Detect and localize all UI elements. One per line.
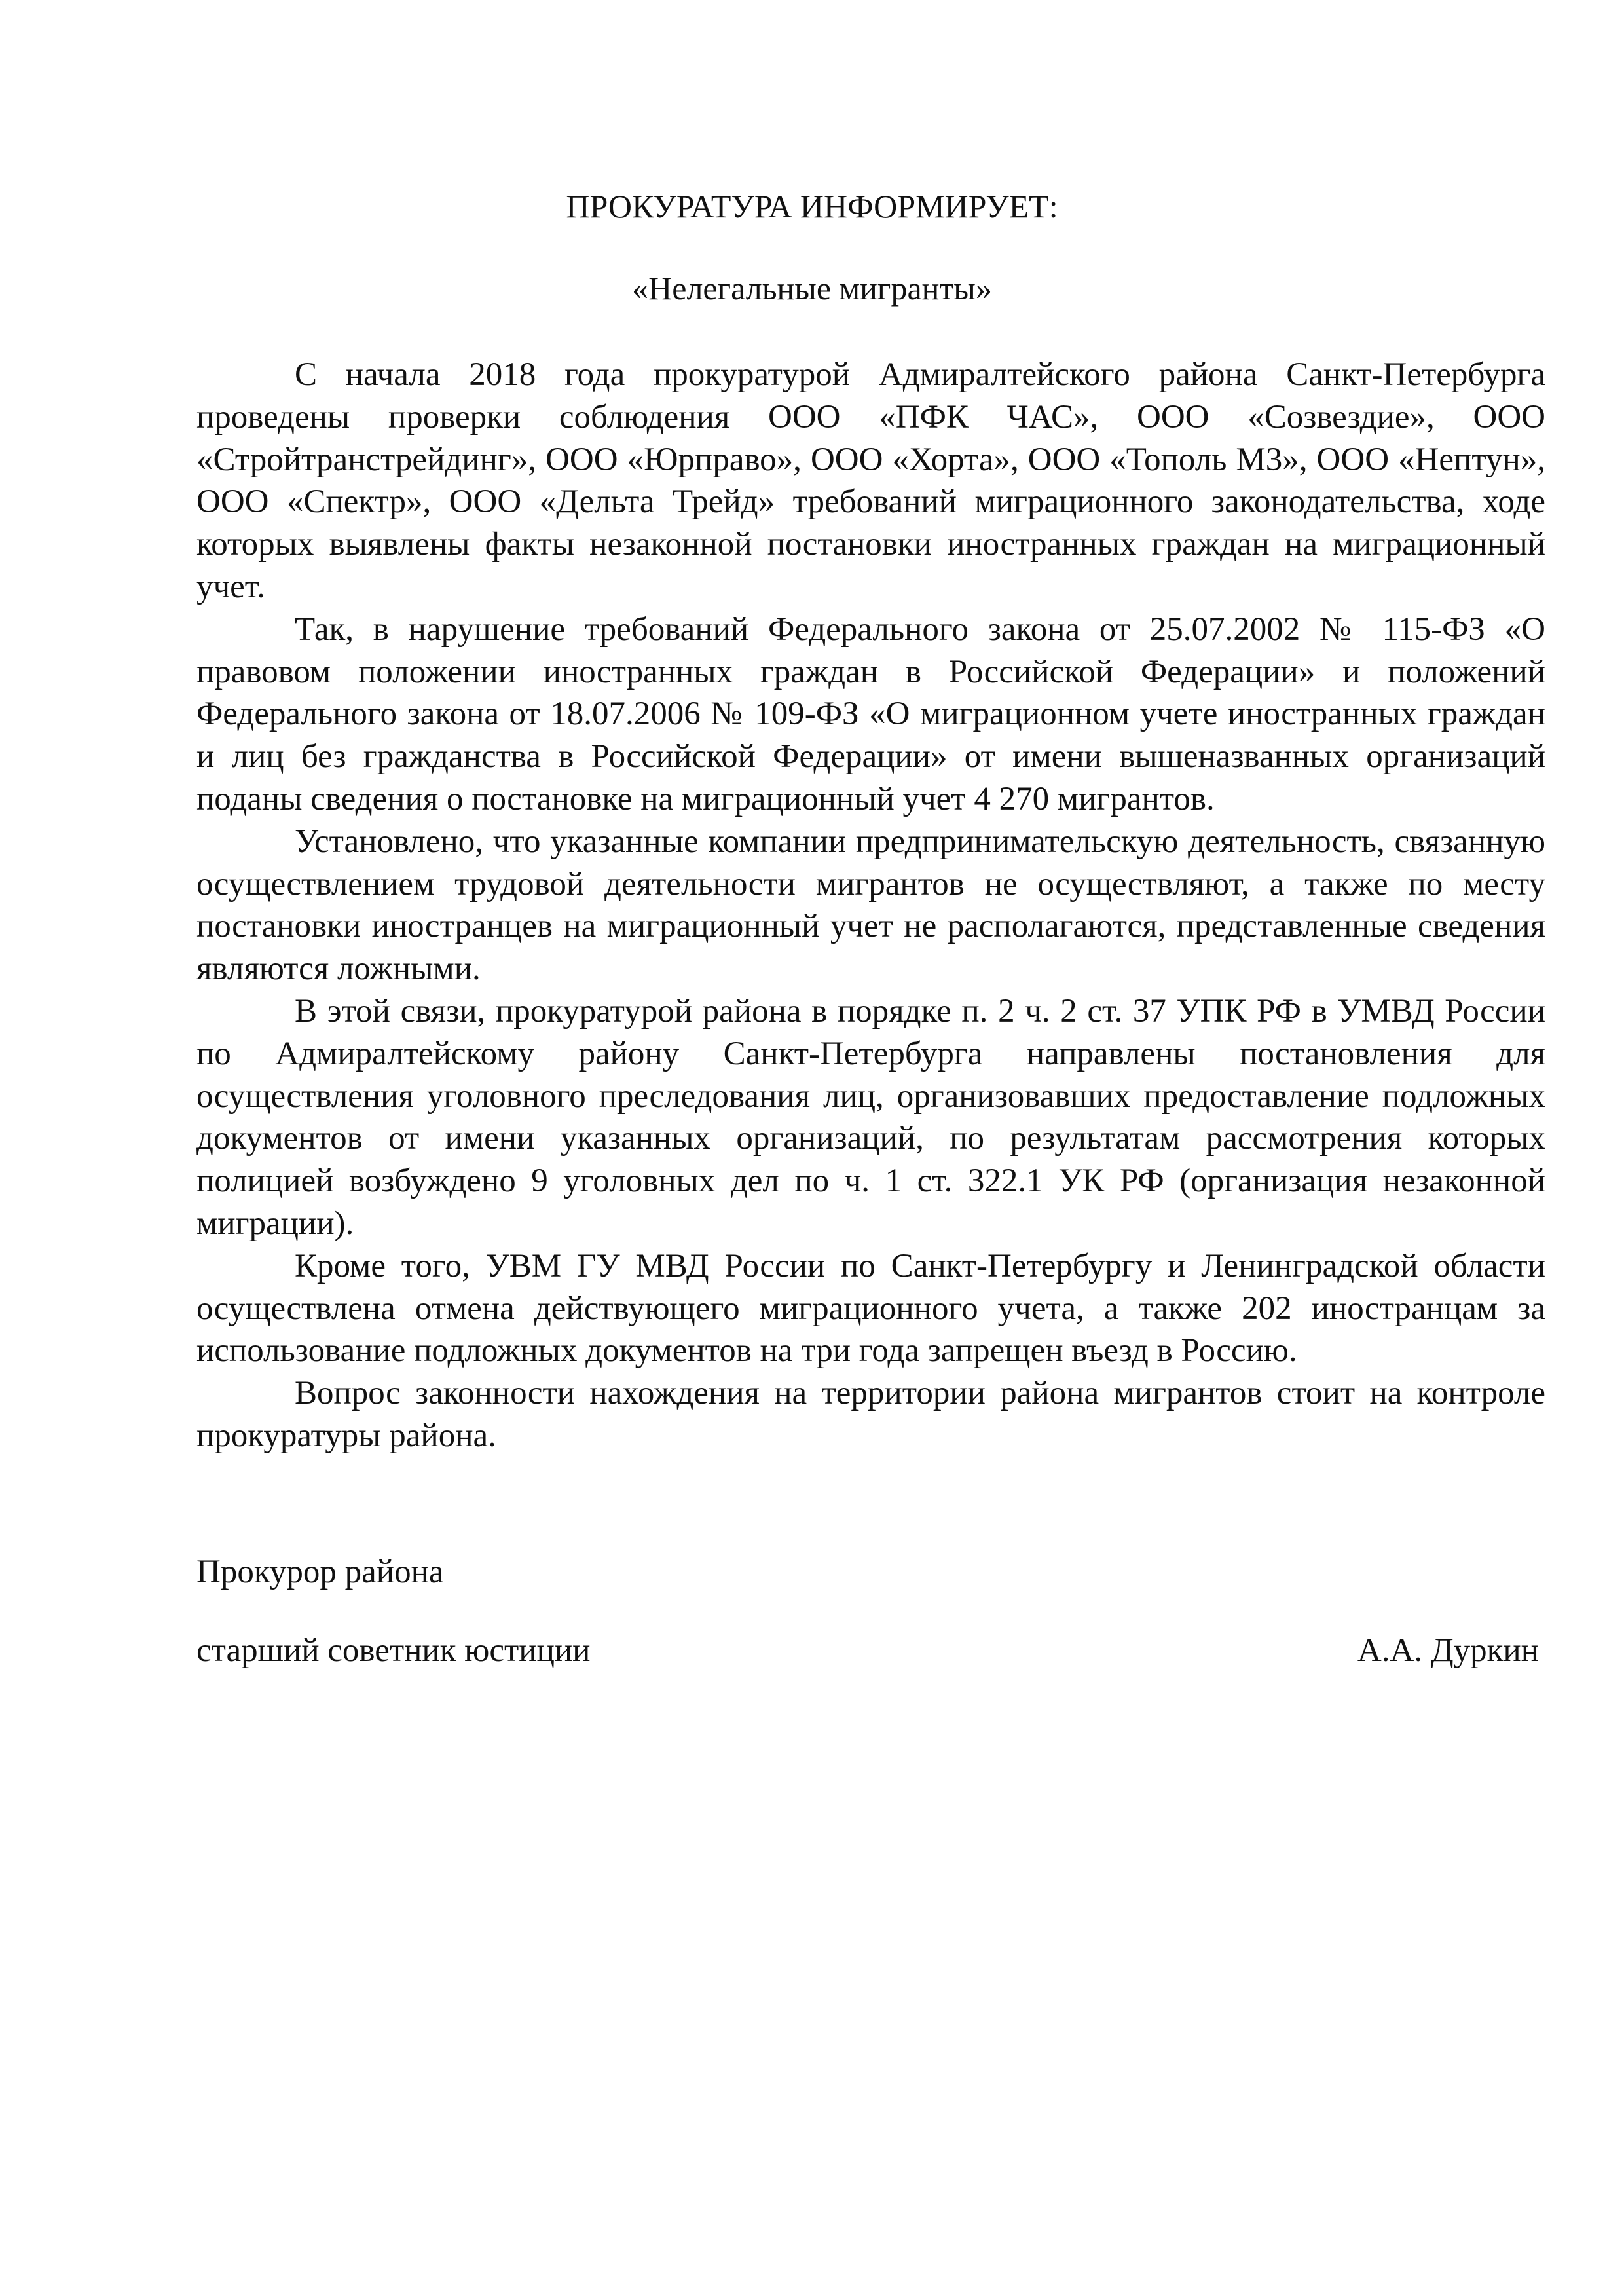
paragraph-5: Кроме того, УВМ ГУ МВД России по Санкт-Петербургу и Ленинградской области осуществлена отмена действующего миграционного учета, а также 202 иностранцам за использование подложных документов на три года запрещен въезд в Россию. <box>196 1247 1545 1370</box>
paragraph-4: В этой связи, прокуратурой района в порядке п. 2 ч. 2 ст. 37 УПК РФ в УМВД России по Адмиралтейскому району Санкт-Петербурга направлены постановления для осуществления уголовного преследования лиц, организовавших предоставление подложных документов от имени указанных организаций, по результатам рассмотрения которых полицией возбуждено 9 уголовных дел по ч. 1 ст. 322.1 УК РФ (организация незаконной миграции). <box>196 992 1545 1242</box>
signature-name: А.А. Дуркин <box>1357 1632 1539 1669</box>
document-subheading: «Нелегальные мигранты» <box>632 270 992 307</box>
paragraph-2: Так, в нарушение требований Федерального закона от 25.07.2002 № 115-ФЗ «О правовом положении иностранных граждан в Российской Федерации» и положений Федерального закона от 18.07.2006 № 109-ФЗ «О миграционном учете иностранных граждан и лиц без гражданства в Российской Федерации» от имени вышеназванных организаций поданы сведения о постановке на миграционный учет 4 270 мигрантов. <box>196 610 1545 817</box>
signature-rank: старший советник юстиции <box>196 1632 591 1669</box>
signature-position: Прокурор района <box>196 1554 444 1590</box>
paragraph-3: Установлено, что указанные компании предпринимательскую деятельность, связанную осуществлением трудовой деятельности мигрантов не осуществляют, а также по месту постановки иностранцев на миграционный учет не располагаются, представленные сведения являются ложными. <box>196 823 1545 988</box>
document-heading: ПРОКУРАТУРА ИНФОРМИРУЕТ: <box>566 188 1058 225</box>
document-body <box>196 354 1545 1457</box>
paragraph-6: Вопрос законности нахождения на территории района мигрантов стоит на контроле прокуратуры района. <box>196 1375 1545 1454</box>
paragraph-1: С начала 2018 года прокуратурой Адмиралтейского района Санкт-Петербурга проведены проверки соблюдения ООО «ПФК ЧАС», ООО «Созвездие», ООО «Стройтранстрейдинг», ООО «Юрправо», ООО «Хорта», ООО «Тополь М3», ООО «Нептун», ООО «Спектр», ООО «Дельта Трейд» требований миграционного законодательства, ходе которых выявлены факты незаконной постановки иностранных граждан на миграционный учет. <box>196 356 1545 605</box>
